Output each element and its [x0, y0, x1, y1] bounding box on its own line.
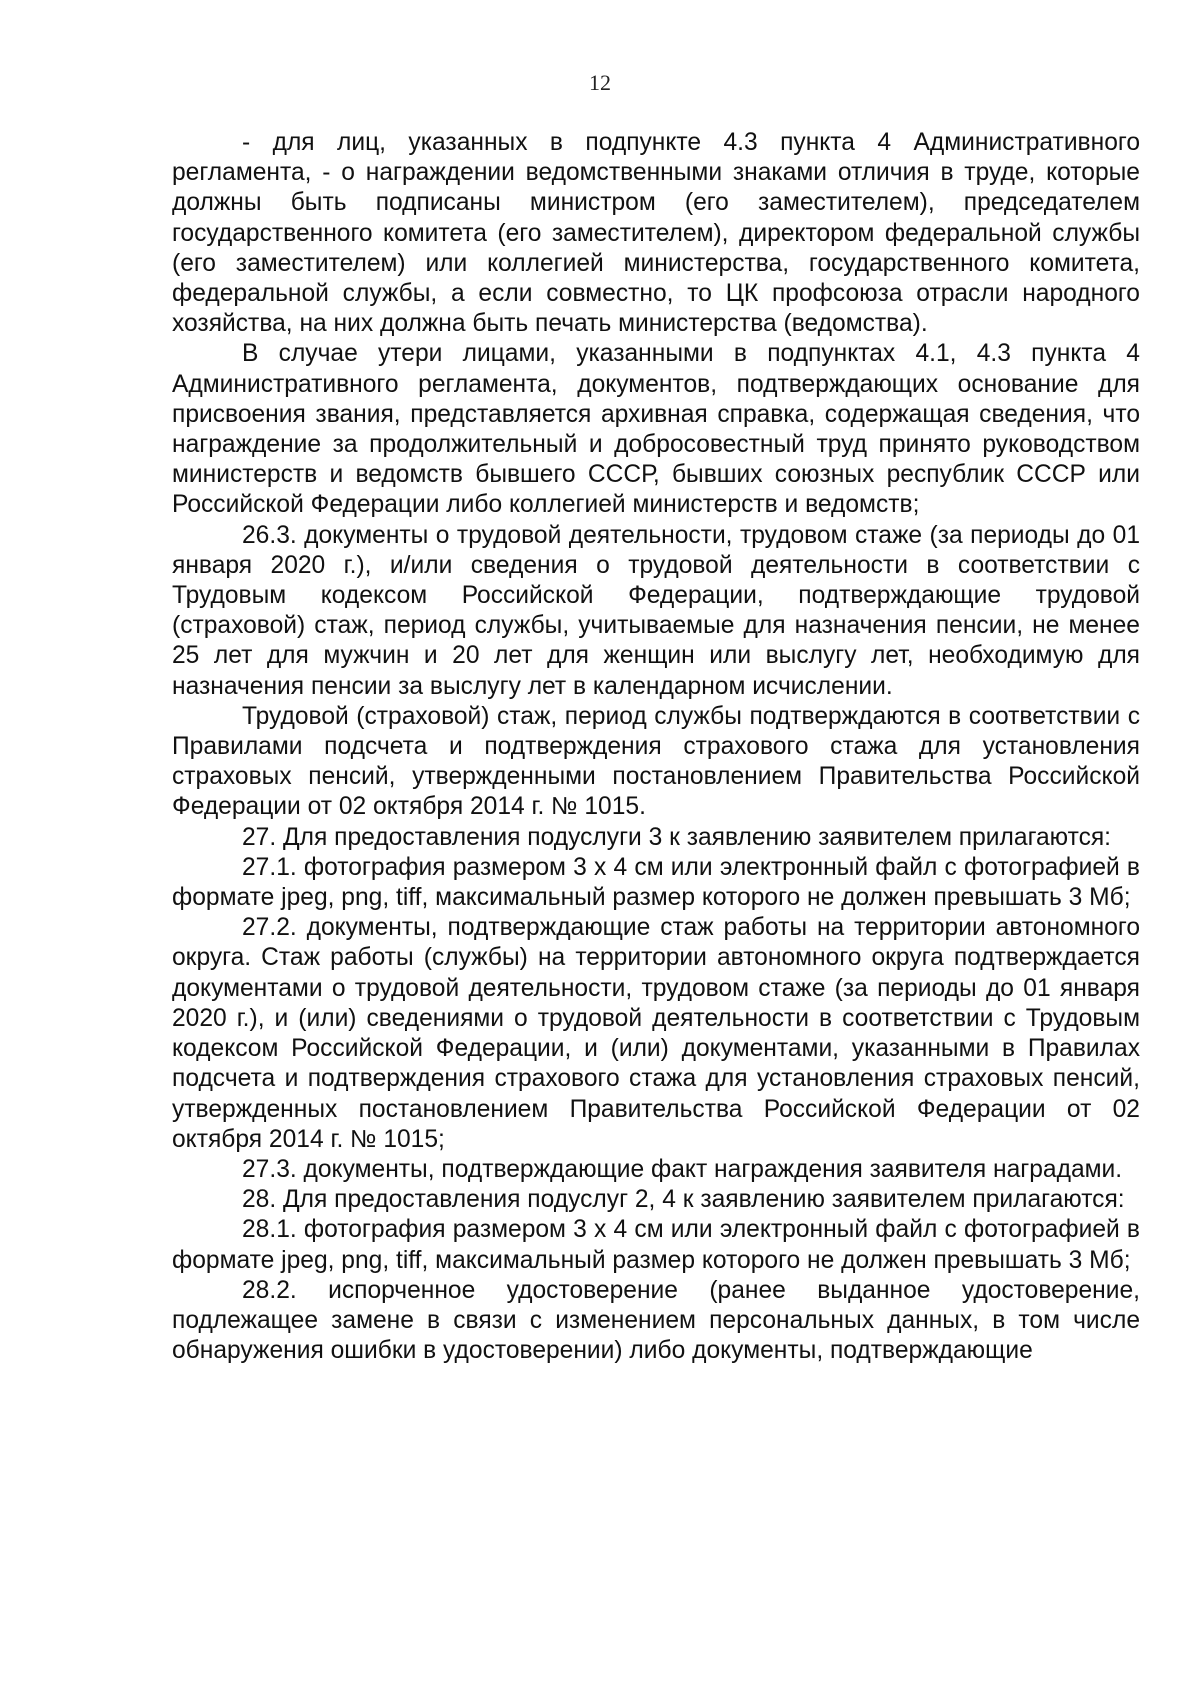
page-number: 12 [589, 70, 611, 95]
paragraph: В случае утери лицами, указанными в подпунктах 4.1, 4.3 пункта 4 Административного регламента, документов, подтверждающих основание для присвоения звания, представляется архивная справка, содержащая сведения, что награждение за продолжительный и добросовестный труд принято руководством министерств и ведомств бывшего СССР, бывших союзных республик СССР или Российской Федерации либо коллегией министерств и ведомств; [172, 340, 1140, 519]
paragraph: Трудовой (страховой) стаж, период службы подтверждаются в соответствии с Правилами подсчета и подтверждения страхового стажа для установления страховых пенсий, утвержденными постановлением Правительства Российской Федерации от 02 октября 2014 г. № 1015. [172, 702, 1140, 821]
paragraph: 26.3. документы о трудовой деятельности, трудовом стаже (за периоды до 01 января 2020 г.), и/или сведения о трудовой деятельности в соответствии с Трудовым кодексом Российской Федерации, подтверждающие трудовой (страховой) стаж, период службы, учитываемые для назначения пенсии, не менее 25 лет для мужчин и 20 лет для женщин или выслугу лет, необходимую для назначения пенсии за выслугу лет в календарном исчислении. [172, 521, 1140, 700]
paragraph: 27.2. документы, подтверждающие стаж работы на территории автономного округа. Стаж работы (службы) на территории автономного округа подтверждается документами о трудовой деятельности, трудовом стаже (за периоды до 01 января 2020 г.), и (или) сведениями о трудовой деятельности в соответствии с Трудовым кодексом Российской Федерации, и (или) документами, указанными в Правилах подсчета и подтверждения страхового стажа для установления страховых пенсий, утвержденных постановлением Правительства Российской Федерации от 02 октября 2014 г. № 1015; [172, 914, 1140, 1153]
paragraph: 28.1. фотография размером 3 x 4 см или электронный файл с фотографией в формате jpeg, png, tiff, максимальный размер которого не должен превышать 3 Мб; [172, 1216, 1140, 1274]
paragraph: 28. Для предоставления подуслуг 2, 4 к заявлению заявителем прилагаются: [242, 1186, 1125, 1214]
document-body [172, 128, 1140, 1366]
paragraph: 27.1. фотография размером 3 x 4 см или электронный файл с фотографией в формате jpeg, png, tiff, максимальный размер которого не должен превышать 3 Мб; [172, 853, 1140, 912]
paragraph: 27.3. документы, подтверждающие факт награждения заявителя наградами. [242, 1155, 1123, 1183]
paragraph: - для лиц, указанных в подпункте 4.3 пункта 4 Административного регламента, - о награждении ведомственными знаками отличия в труде, которые должны быть подписаны министром (его заместителем), председателем государственного комитета (его заместителем), директором федеральной службы (его заместителем) или коллегией министерства, государственного комитета, федеральной службы, а если совместно, то ЦК профсоюза отрасли народного хозяйства, на них должна быть печать министерства (ведомства). [172, 129, 1140, 338]
paragraph: 27. Для предоставления подуслуги 3 к заявлению заявителем прилагаются: [242, 823, 1112, 851]
paragraph: 28.2. испорченное удостоверение (ранее выданное удостоверение, подлежащее замене в связи с изменением персональных данных, в том числе обнаружения ошибки в удостоверении) либо документы, подтверждающие [172, 1276, 1140, 1365]
